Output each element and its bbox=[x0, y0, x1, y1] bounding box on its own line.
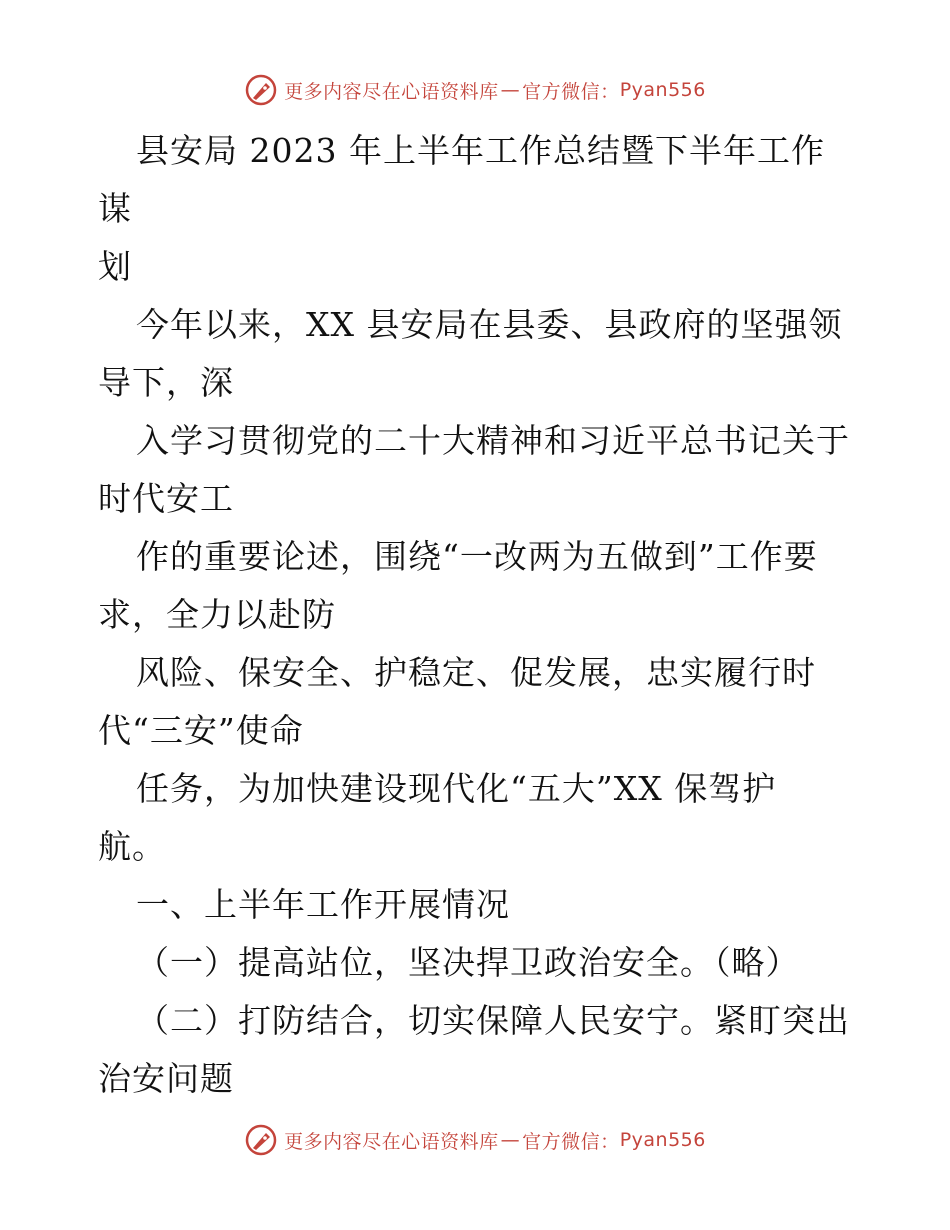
doc-line-text: 导下，深 bbox=[98, 363, 234, 402]
watermark-wechat-id: Pyan556 bbox=[619, 1129, 706, 1151]
subsection-heading bbox=[98, 934, 858, 992]
doc-line-text: 时代安工 bbox=[98, 479, 234, 518]
doc-line bbox=[98, 528, 858, 586]
doc-line bbox=[98, 122, 858, 238]
doc-line bbox=[98, 818, 858, 876]
doc-line-text: 风险、保安全、护稳定、促发展，忠实履行时 bbox=[136, 653, 816, 692]
doc-line bbox=[98, 644, 858, 702]
watermark-wechat-id: Pyan556 bbox=[619, 79, 706, 101]
watermark-dash: — bbox=[500, 1129, 521, 1151]
doc-line bbox=[98, 238, 858, 296]
doc-line-text: 一、上半年工作开展情况 bbox=[136, 885, 510, 924]
subsection-heading bbox=[98, 992, 858, 1050]
doc-line-text: 求，全力以赴防 bbox=[98, 595, 336, 634]
doc-line bbox=[98, 412, 858, 470]
doc-line bbox=[98, 470, 858, 528]
watermark-banner-bottom bbox=[0, 1120, 950, 1160]
doc-line-text: 作的重要论述，围绕“一改两为五做到”工作要 bbox=[136, 537, 818, 576]
watermark-wechat-label: 官方微信： bbox=[522, 1130, 620, 1153]
doc-line-text: （二）打防结合，切实保障人民安宁。紧盯突出 bbox=[136, 1001, 850, 1040]
section-heading bbox=[98, 876, 858, 934]
doc-line bbox=[98, 354, 858, 412]
doc-line-text: 任务，为加快建设现代化“五大”XX 保驾护 bbox=[136, 769, 777, 808]
doc-line-text: （一）提高站位，坚决捍卫政治安全。（略） bbox=[136, 943, 800, 982]
doc-line bbox=[98, 586, 858, 644]
doc-line-text: 县安局 2023 年上半年工作总结暨下半年工作谋 bbox=[98, 131, 825, 228]
pen-nib-logo-icon bbox=[244, 1123, 278, 1157]
doc-line bbox=[98, 1050, 858, 1108]
doc-line-text: 治安问题 bbox=[98, 1059, 234, 1098]
watermark-wechat-label: 官方微信： bbox=[522, 80, 620, 103]
doc-line-text: 划 bbox=[98, 247, 132, 286]
doc-line-text: 入学习贯彻党的二十大精神和习近平总书记关于 bbox=[136, 421, 850, 460]
doc-line-text: 航。 bbox=[98, 827, 166, 866]
watermark-site-text: 更多内容尽在心语资料库 bbox=[284, 80, 499, 103]
doc-line-text: 代“三安”使命 bbox=[98, 711, 304, 750]
watermark-site-text: 更多内容尽在心语资料库 bbox=[284, 1130, 499, 1153]
watermark-banner-top bbox=[0, 70, 950, 110]
watermark-dash: — bbox=[500, 79, 521, 101]
document-body bbox=[98, 122, 858, 1108]
doc-line bbox=[98, 296, 858, 354]
doc-line bbox=[98, 702, 858, 760]
doc-line-text: 今年以来，XX 县安局在县委、县政府的坚强领 bbox=[136, 305, 843, 344]
doc-line bbox=[98, 760, 858, 818]
pen-nib-logo-icon bbox=[244, 73, 278, 107]
